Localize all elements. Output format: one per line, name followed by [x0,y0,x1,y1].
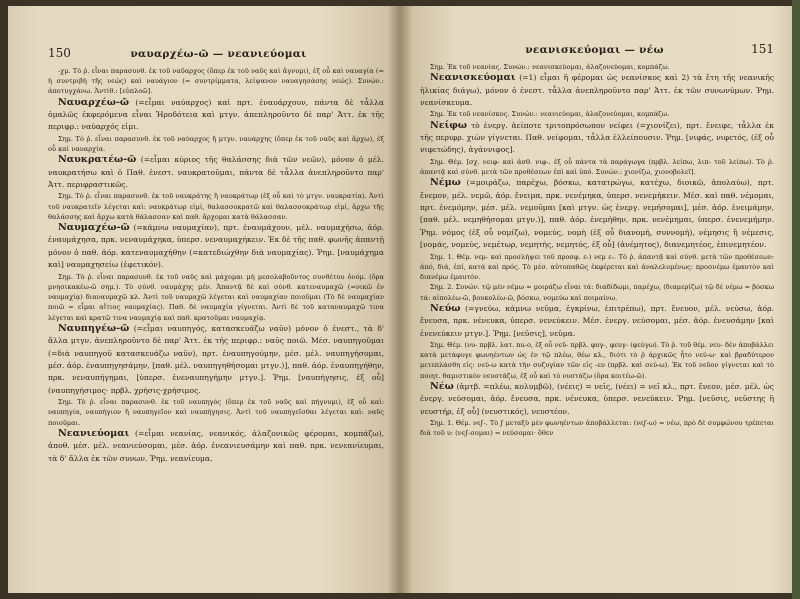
entry-definition: (ἀμτβ. =πλέω, κολυμβῶ), (νέεις) = νεῖς, (νέει) = νεῖ κλ., πρτ. ἔνεον, μέσ. μέλ. ὡς ἐνεργ. νεύσομαι, ἀόρ. ἔνευσα, πρκ. νένευκα, ὑπερσ. νενεύκειν. Ῥημ. [νεῦσις, νεῦστης ἢ νευστήρ, ἐξ οὗ] (νευστικός), νευστέον. [420,381,774,416]
dictionary-entry [48,154,384,191]
page-number: 151 [751,42,774,56]
entry-headword: Ναυμαχέω-ῶ [58,222,130,234]
book-spread [8,6,792,593]
dictionary-entry [48,97,384,134]
entry-headword: Ναυαρχέω-ῶ [58,96,129,108]
dictionary-entry [420,120,774,157]
entry-definition: (=κάμνω ναυμαχίαν), πρτ. ἐναυμάχουν, μέλ. ναυμαχήσω, ἀόρ. ἐναυμάχησα, πρκ. νεναυμάχηκα, ὑπερσ. νεναυμαχήκειν. Ἐκ δὲ τῆς παθ. φωνῆς ἀπαντῇ μόνον ὁ παθ. ἀόρ. κατεναυμαχήθην (=κατεδιώχθην διὰ ναυμαχίας). Ῥημ. [ναυμάχημα καὶ] ναυμαχησείω (ἐφετικόν). [48,223,384,270]
entry-definition: (=εἶμαι ναυπηγός, κατασκευάζω ναῦν) μόνον ὁ ἐνεστ., τὰ δ' ἄλλα μτγν. ἀνεπληροῦντο δὲ παρ' Ἀττ. ἐκ τῆς περιφρ.: ναῦς ποιῶ. Μέσ. ναυπηγοῦμαι (=διὰ ναυπηγοῦ κατασκευάζω ναῦν), πρτ. ἐναυπηγούμην, μέσ. μέλ. ναυπηγήσομαι, μέσ. ἀόρ. ἐναυπηγησάμην, [παθ. μέλ. ναυπηγηθήσομαι μτγν.)], παθ. ἀόρ. ἐναυπηγήθην, πρκ. νεναυπήγημαι, [ὑπερσ. ἐνεναυπηγήμην μτγν.]. Ῥημ. [ναυπήγησις, ἐξ οὗ] (ναυπηγήσιμος· πρβλ. χρήσις-χρήσιμος. [48,323,384,395]
entry-headword: Νεανιεύομαι [58,427,130,439]
dictionary-entry [420,177,774,251]
entry-note: Σημ. 2. Συνών. τῷ μὲν νέμω = μοιράζω εἶναι τά: διαδίδωμι, παρέχω, (διαμερίζω) τῷ δὲ νέμω = βόσκω τά: αἰπολέω-ῶ, βουκολέω-ῶ, βόσκω, νομεύω καὶ ποιμαίνω. [420,283,774,302]
entry-definition: (=μοιράζω, παρέχω, βόσκω, κατατρώγω, κατέχω, διοικῶ, ἀπολαύω), πρτ. ἔνεμον, μέλ. νεμῶ, ἀόρ. ἔνειμα, πρκ. νενέμηκα, ὑπερσ. νενεμήκειν. Μέσ. καὶ παθ. νέμομαι, πρτ. ἐνεμόμην, μέσ. μέλ. νεμοῦμαι [καὶ μτγν. ὡς ἐνεργ. νεμήσομαι], μέσ. ἀόρ. ἐνειμάμην, [παθ. μέλ. νεμηθήσομαι μτγν.)], παθ. ἀόρ. ἐνεμήθην, πρκ. νενέμημαι, ὑπερσ. ἐνενεμήμην. Ῥημ. νόμος (ἐξ οὗ νομίζω), νομεύς, νομὴ (ἐξ οὗ διανομή, συννομή), νέμησις ἢ νέμεσις, [νομάς, νομεύς, νεμέτωρ, νεμητής, νεμητός, ἐξ οὗ] (ἀνέμητος), διανεμητέος, ἐπινεμητέον. [420,178,774,250]
entry-note: Σημ. Θέμ. [σχ. νειφ- καὶ ἀσθ. νιφ-. ἐξ οὗ πάντα τὰ παράγωγα (πρβλ. λείπω, λιπ- τοῦ λείπω). Τὸ ῥ. ἀπαντᾷ καὶ σύνθ. μετὰ τῶν προθέσεων ἐπὶ καὶ ὑπό. Συνών.: χιονίζω, χιονοβολεῖ]. [420,157,774,177]
entry-note: Σημ. Τὸ ῥ. εἶναι παρασυνθ. ἐκ τοῦ ναῦς καὶ μάχομαι μὴ μεσολαβοῦντος συνθέτου ὀνόμ. (ὅρα μνησικακέω-ῶ σημ.). Τὸ σύνθ. ναυμάχης μέν. Ἀπαντᾷ δὲ καὶ σύνθ. κατεναυμαχῶ (=νικῶ ἐν ναυμαχίᾳ) διαναυμαχῶ κλ. Ἀντὶ τοῦ ναυμαχῶ λέγεται καὶ ναυμαχίαν ποιοῦμαι (Τὸ δὲ ναυμαχίαν ποιῶ = εἶμαι αἴτιος ναυμαχίας). Παθ. δὲ ναυμαχία γίγνεται. Ἀντὶ δὲ τοῦ καταναυμαχῶ τινα λέγεται καὶ κρατῶ τινα ναυμαχίᾳ καὶ παθ. κρατοῦμαι ναυμαχίᾳ. [48,272,384,322]
entry-definition: τὸ ἐνεργ. ἀείποτε τριτοπρόσωπον νείφει (=χιονίζει), πρτ. ἔνειφε, τἆλλα ἐκ τῆς περιφρ. χιὼν γίγνεται. Παθ. νείφομαι, τἆλλα ἐλλείπουσιν. Ῥημ. [νιφάς, νιφετός, (ἐξ οὗ νιφετώδης), ἀγάννιφος]. [420,120,774,155]
entry-headword: Νέω [430,380,454,392]
entry-note: Σημ. Ἐκ τοῦ νεανίσκος. Συνών.: νεανιεύομαι, ἀλαζονεύομαι, κομπάζω. [430,110,670,119]
entry-note: Σημ. 1. Θέμ. νεϝ-. Τὸ ϝ μεταξὺ μὲν φωνηέντων ἀποβάλλεται: (νεϝ-ω) = νέω, πρὸ δὲ συμφώνου τρέπεται διὰ τοῦ υ: (νεϝ-σομαι) = νεύσομαι· ὅθεν [420,418,774,438]
entry-note: Σημ. Θέμ. (νυ- πρβλ. λατ. nu-o, ἐξ οὗ νεῦ- πρβλ. φυγ-, φευγ- (φεύγω). Τὸ ῥ. τοῦ θέμ. νευ- δὲν ἀποβάλλει κατὰ μετάφυγε φωνηέντων ὡς ἐν τῷ πλέω, θέω κλ., διότι τὸ ῥ ἀρχικῶς ἦτο νεύ-ω· καὶ βραδύτερον μετεπλάσθη εἰς: νεύ-ω κατὰ τὴν συζυγίαν τῶν εἰς -ευ (πρβλ. καὶ σεύ-ω). Ἐκ τοῦ νεῦον γίγνεται καὶ τὸ ποιητ. θαμιστικὸν νευστάζω, ἐξ οὗ καὶ τὸ νυστάζω (ὅρα κοιτέω-ῶ). [420,340,774,380]
dictionary-entry [48,428,384,465]
entry-headword: Ναυπηγέω-ῶ [58,322,130,334]
entry-note: Σημ. Τὸ ῥ. εἶναι παρασυνθ. ἐκ τοῦ ναυκράτης ἢ ναυκράτωρ (ἐξ οὗ καὶ τὸ μτγν. ναυκρατία). Ἀντὶ τοῦ ναυκρατεῖν λέγεται καὶ: ναυκράτωρ εἰμί, θαλασσοκρατῶ καὶ θαλασσοκράτωρ εἰμί, ἄρχω τῆς θαλάσσης καὶ ἄρχω κατὰ θάλασσαν καὶ παθ. ἄρχομαι κατὰ θάλασσαν. [48,192,384,221]
right-page [400,6,792,593]
entry-definition: (=γνεύω, κάμνω νεῦμα, ἐγκρίνω, ἐπιτρέπω), πρτ. ἔνευον, μέλ. νεύσω, ἀόρ. ἔνευσα, πρκ. νένευκα, ὑπερσ. νενεύκειν. Μέσ. ἐνεργ. νεύσομαι, μέσ. ἀόρ. ἐνευσάμην [καὶ ἐνενεύκειν μτγν.]. Ῥημ. [νεῦσις], νεῦμα. [420,303,774,338]
page-number: 150 [48,46,71,60]
dictionary-entry [48,222,384,272]
entry-headword: Νεανισκεύομαι [430,72,516,84]
dictionary-entry [420,303,774,340]
left-page-header [48,46,384,60]
entry-note: Σημ. Τὸ ῥ. εἶναι παρασυνθ. ἐκ τοῦ ναυπηγός (ὅπερ ἐκ τοῦ ναῦς καὶ πήγνυμι), ἐξ οὗ καὶ: ναυπηγία, ναυπήγιον ἢ ναυπηγεῖον καὶ ναυπήγησις. Ἀντὶ τοῦ ναυπηγεῖσθαι λέγεται καὶ: ναῦς ποιοῦμαι. [48,398,384,427]
entry-definition: (=1) εἶμαι ἢ φέρομαι ὡς νεανίσκος καὶ 2) τὰ ἔτη τῆς νεανικῆς ἡλικίας διάγω), μόνον ὁ ἐνεστ. τἆλλα ἀνεπληροῦντο παρ' Ἀττ. ἐκ τῶν συνωνύμων. Ῥημ. νεανίσκευμα. [420,73,774,108]
entry-definition: (=εἶμαι κύριος τῆς θαλάσσης διὰ τῶν νεῶν), μόνον ὁ μέλ. ναυκρατήσω καὶ ὁ Παθ. ἐνεστ. ναυκρατοῦμαι, πάντα δὲ τἆλλα ἀνεπληροῦντο παρ' Ἀττ. περιφραστικῶς. [48,155,384,190]
dictionary-entry [48,323,384,397]
right-page-header [420,42,774,56]
running-head: ναυαρχέω-ῶ — νεανιεύομαι [130,48,307,60]
entry-note: Σημ. Τὸ ῥ. εἶναι παρασυνθ. ἐκ τοῦ ναύαρχος ἢ μτγν. ναυάρχης (ὅπερ ἐκ τοῦ ναῦς καὶ ἄρχω), ἐξ οὗ καὶ ναυαρχία. [48,134,384,154]
entry-headword: Ναυκρατέω-ῶ [58,154,137,166]
left-page [8,6,400,593]
left-page-text [48,66,384,465]
entry-definition: (=εἶμαι ναύαρχος) καὶ πρτ. ἐναυάρχουν, πάντα δὲ τἆλλα ὁμαλῶς ἐκφερόμενα εἶναι Ἡροδότεια καὶ μτγν. ἀπεπληροῦντο δὲ παρ' Ἀττ. ἐκ τῆς περιφρ.: ναύαρχός εἰμι. [48,97,384,132]
dictionary-entry [420,381,774,418]
entry-definition: (=εἶμαι νεανίας, νεανικός, ἀλαζονικῶς φέρομαι, κομπάζω), ἀποθ. μέσ. μέλ. νεανιεύσομαι, μέσ. ἀόρ. ἐνεανιευσάμην καὶ παθ. πρκ. νενεανίευμαι, τὰ δ' ἄλλα ἐκ τῶν συνων. Ῥημ. νεανίευμα. [48,428,384,463]
cover-edge [792,0,800,599]
dictionary-entry [420,72,774,109]
right-page-text [420,62,774,438]
entry-note: Σημ. 1. Θέμ. νεμ- καὶ προσλήψει τοῦ προσφ. ε-) νεμ ε-. Τὸ ῥ. ἀπαντᾷ καὶ σύνθ. μετὰ τῶν προθέσεων: ἀπό, διά, ἐπί, κατά καὶ πρός. Τὸ μέσ. αὐτοπαθῶς ἐκφέρεται καὶ ἀναλελυμένως: προσνέμω ἐμαυτὸν καὶ διανέμω ἐμαυτόν. [420,252,774,282]
entry-headword: Νεύω [430,302,461,314]
running-head: νεανισκεύομαι — νέω [525,44,664,56]
entry-headword: Νείφω [430,119,468,131]
entry-note: Σημ. Ἐκ τοῦ νεανίας. Συνών.: νεανισκεύομαι, ἀλαζονεύομαι, κομπάζω. [430,63,670,71]
entry-note: -χμ. Τὸ ῥ. εἶναι παρασυνθ. ἐκ τοῦ ναῦαρχος (ὅπερ ἐκ τοῦ ναῦς καὶ ἄγνυμι), ἐξ οὗ καὶ ναυαγία (= ἡ συντριβὴ τῆς νεώς) καὶ ναυάγιον (= συντρίμματα, λείψανον ναυαγησάσης νεώς). Συνών.: ἀποτυγχάνω. Ἀντίθ.: [εὐπλοῶ]. [48,67,384,96]
entry-headword: Νέμω [430,177,461,189]
